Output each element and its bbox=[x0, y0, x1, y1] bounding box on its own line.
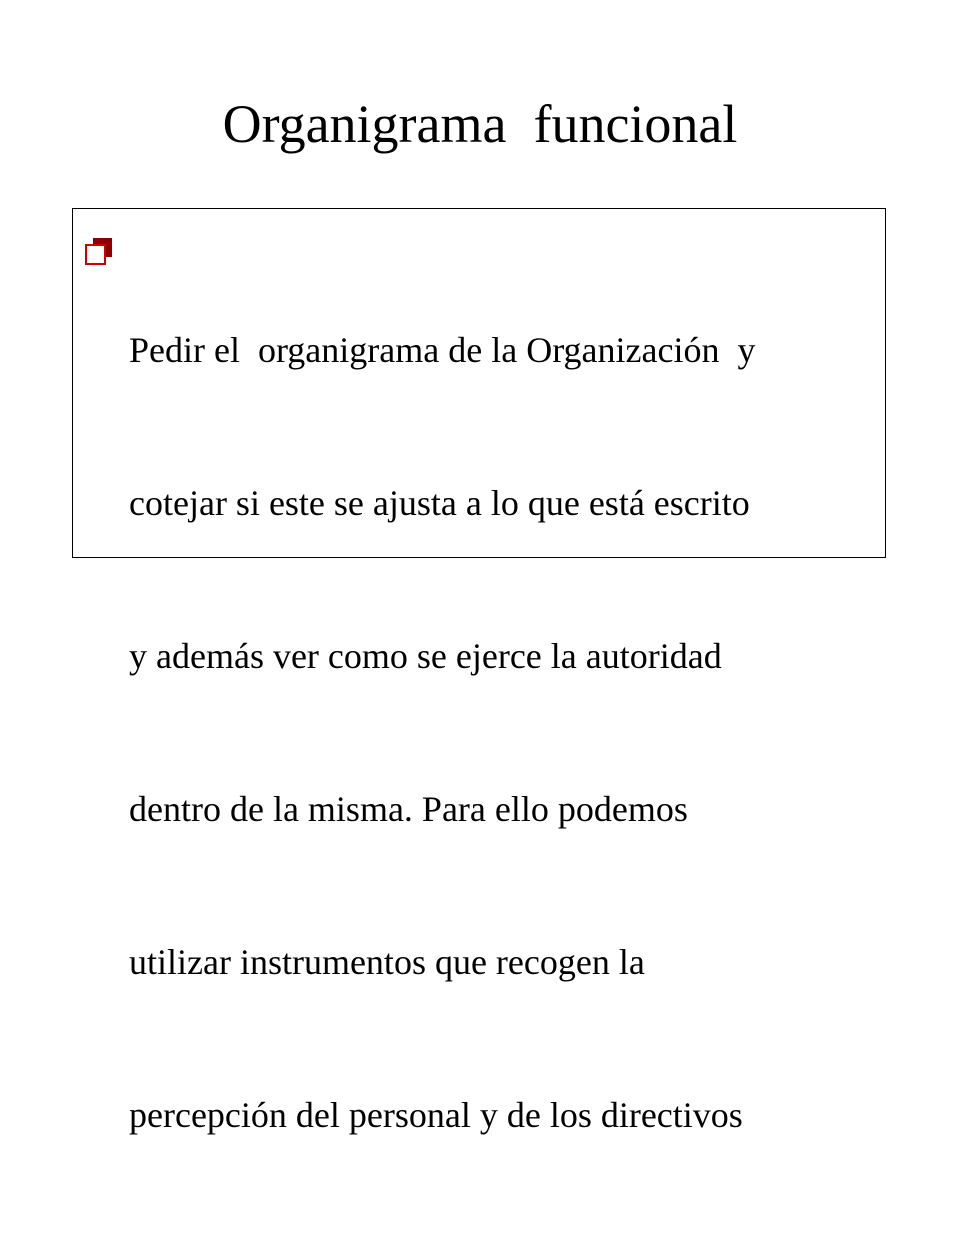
slide-title: Organigrama funcional bbox=[222, 94, 738, 154]
bullet-line: utilizar instrumentos que recogen la bbox=[129, 942, 645, 982]
bullet-line: y además ver como se ejerce la autoridad bbox=[129, 636, 722, 676]
bullet-line: percepción del personal y de los directivos bbox=[129, 1095, 743, 1135]
bullet-line: dentro de la misma. Para ello podemos bbox=[129, 789, 688, 829]
checkbox-bullet-icon bbox=[85, 237, 113, 265]
bullet-line: Pedir el organigrama de la Organización y bbox=[129, 330, 756, 370]
bullet-line: cotejar si este se ajusta a lo que está escrito bbox=[129, 483, 750, 523]
bullet-text bbox=[129, 223, 889, 1243]
content-box bbox=[72, 208, 886, 1135]
